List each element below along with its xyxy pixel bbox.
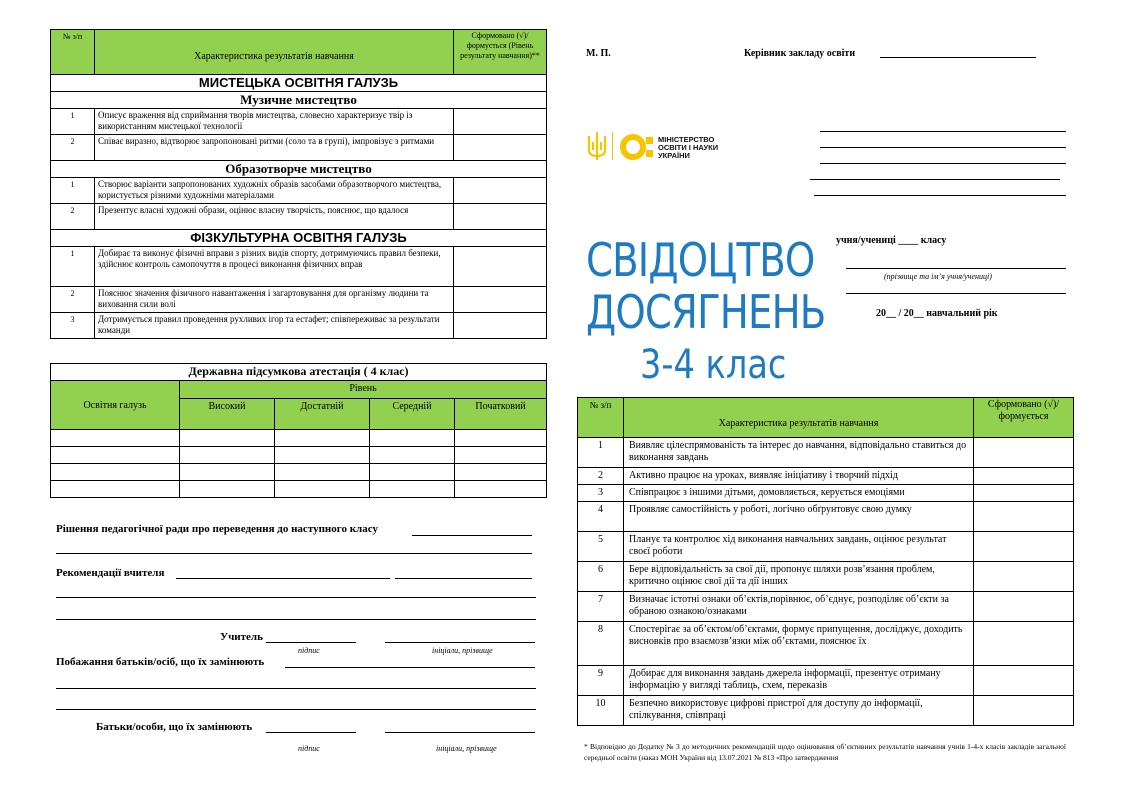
pupil-name-caption: (прізвище та ім’я учня/учениці) <box>884 272 992 281</box>
director-label: Керівник закладу освіти <box>744 48 856 59</box>
table-row <box>51 447 547 464</box>
mark-cell[interactable] <box>454 204 547 230</box>
level-sufficient: Достатній <box>275 399 370 430</box>
mark-cell[interactable] <box>974 562 1074 592</box>
col-header-number: № з/п <box>578 398 624 438</box>
area-col-header: Освітня галузь <box>51 381 180 430</box>
table-row: 2 Активно працює на уроках, виявляє ініціативу і творчий підхід <box>578 468 1074 485</box>
table-row <box>51 464 547 481</box>
grade-title: 3-4 клас <box>640 342 787 388</box>
mark-cell[interactable] <box>974 532 1074 562</box>
initials-caption: ініціали, прізвище <box>432 646 493 655</box>
art-area-heading: МИСТЕЦЬКА ОСВІТНЯ ГАЛУЗЬ <box>51 75 547 92</box>
parents-wishes-label: Побажання батьків/осіб, що їх замінюють <box>56 656 265 668</box>
results-table-left <box>50 29 547 339</box>
table-row: 1 Створює варіанти запропонованих художніх образів засобами образотворчого мистецтва, користується різними художніми матеріалами <box>51 178 547 204</box>
mark-cell[interactable] <box>454 109 547 135</box>
results-table-right <box>577 397 1074 726</box>
table-row: 5 Планує та контролює хід виконання навчальних завдань, оцінює результат своєї роботи <box>578 532 1074 562</box>
parents-signature-line[interactable] <box>266 732 356 733</box>
table-row: 10 Безпечно використовує цифрові пристрої для доступу до інформації, спілкування, співпраці <box>578 696 1074 726</box>
certificate-title-line2: ДОСЯГНЕНЬ <box>586 285 826 339</box>
col-header-characteristic: Характеристика результатів навчання <box>95 30 454 75</box>
col-header-formed: Сформовано (√)/ формується (Рівень результату навчання)** <box>454 30 547 75</box>
stamp-label: М. П. <box>586 48 611 59</box>
table-row: 9 Добирає для виконання завдань джерела інформації, презентує отриману інформацію у вигляді таблиць, схем, переказів <box>578 666 1074 696</box>
pupil-name-line[interactable] <box>846 268 1066 269</box>
mark-cell[interactable] <box>974 696 1074 726</box>
table-row: 2 Презентує власні художні образи, оцінює власну творчість, пояснює, що вдалося <box>51 204 547 230</box>
mark-cell[interactable] <box>974 438 1074 468</box>
attestation-title: Державна підсумкова атестація ( 4 клас) <box>51 364 547 381</box>
council-decision-label: Рішення педагогічної ради про переведення до наступного класу <box>56 523 378 535</box>
mark-cell[interactable] <box>974 468 1074 485</box>
level-header: Рівень <box>180 381 547 399</box>
pe-area-heading: ФІЗКУЛЬТУРНА ОСВІТНЯ ГАЛУЗЬ <box>51 230 547 247</box>
parents-wishes-line[interactable] <box>285 667 535 668</box>
table-row: 3 Дотримується правил проведення рухливих ігор та естафет; співпереживає за результати команди <box>51 313 547 339</box>
table-row <box>51 430 547 447</box>
teacher-name-line[interactable] <box>385 642 535 643</box>
table-row: 7 Визначає істотні ознаки об’єктів,порівнює, об’єднує, розподіляє об’єкти за обраною ознакою/ознаками <box>578 592 1074 622</box>
mark-cell[interactable] <box>974 485 1074 502</box>
table-row: 2 Пояснює значення фізичного навантаження і загартовування для організму людини та виховання сили волі <box>51 287 547 313</box>
mark-cell[interactable] <box>974 666 1074 696</box>
table-row: 1 Виявляє цілеспрямованість та інтерес до навчання, відповідально ставиться до виконання завдань <box>578 438 1074 468</box>
ministry-name-line1: МІНІСТЕРСТВО <box>658 135 715 144</box>
recommendations-line[interactable] <box>176 578 390 579</box>
mark-cell[interactable] <box>454 247 547 287</box>
signature-caption: підпис <box>298 646 320 655</box>
table-row: 1 Добирає та виконує фізичні вправи з різних видів спорту, дотримуючись правил безпеки, здійснює контроль самопочуття в процесі виконання фізичних вправ <box>51 247 547 287</box>
footnote: * Відповідно до Додатку № 3 до методичних рекомендацій щодо оцінювання об’єктивних результатів навчання учнів 1-4-х класів закладів загальної середньої освіти (наказ МОН України від 13.07.2021 № 813 «Про затвердження <box>584 742 1066 762</box>
mark-cell[interactable] <box>974 592 1074 622</box>
table-row: 8 Спостерігає за об’єктом/об’єктами, формує припущення, досліджує, доходить висновків про взаємозв’язки між об’єктами, пояснює їх <box>578 622 1074 666</box>
level-medium: Середній <box>370 399 455 430</box>
teacher-signature-line[interactable] <box>266 642 356 643</box>
mark-cell[interactable] <box>974 622 1074 666</box>
mark-cell[interactable] <box>454 287 547 313</box>
trident-icon <box>586 130 608 162</box>
mark-cell[interactable] <box>454 313 547 339</box>
initials-caption: ініціали, прізвище <box>436 744 497 753</box>
table-row <box>51 481 547 498</box>
council-decision-line[interactable] <box>412 535 532 536</box>
ministry-name-line2: ОСВІТИ І НАУКИ <box>658 143 719 152</box>
parents-name-line[interactable] <box>385 732 535 733</box>
level-high: Високий <box>180 399 275 430</box>
school-year-label: 20__ / 20__ навчальний рік <box>876 308 998 319</box>
parents-label: Батьки/особи, що їх замінюють <box>96 721 253 733</box>
director-signature-line[interactable] <box>880 57 1036 58</box>
mon-logo-icon <box>620 132 654 162</box>
recommendations-label: Рекомендації вчителя <box>56 567 165 579</box>
table-row: 4 Проявляє самостійність у роботі, логічно обґрунтовує свою думку <box>578 502 1074 532</box>
visual-art-heading: Образотворче мистецтво <box>51 161 547 178</box>
table-row: 1 Описує враження від сприймання творів мистецтва, словесно характеризує твір із використанням мистецької технології <box>51 109 547 135</box>
pupil-class-label: учня/учениці ____ класу <box>836 235 947 246</box>
ministry-logo <box>586 130 756 164</box>
level-initial: Початковий <box>455 399 547 430</box>
table-row: 6 Бере відповідальність за свої дії, пропонує шляхи розв’язання проблем, критично оцінює свої дії та дії інших <box>578 562 1074 592</box>
table-row: 3 Співпрацює з іншими дітьми, домовляється, керується емоціями <box>578 485 1074 502</box>
table-row: 2 Співає виразно, відтворює запропоновані ритми (соло та в групі), імпровізує з ритмами <box>51 135 547 161</box>
attestation-table <box>50 363 547 498</box>
music-heading: Музичне мистецтво <box>51 92 547 109</box>
mark-cell[interactable] <box>454 135 547 161</box>
col-header-characteristic: Характеристика результатів навчання <box>624 398 974 438</box>
mark-cell[interactable] <box>974 502 1074 532</box>
col-header-number: № з/п <box>51 30 95 75</box>
ministry-name-line3: УКРАЇНИ <box>658 151 690 160</box>
col-header-formed: Сформовано (√)/ формується <box>974 398 1074 438</box>
mark-cell[interactable] <box>454 178 547 204</box>
teacher-label: Учитель <box>220 631 263 643</box>
signature-caption: підпис <box>298 744 320 753</box>
certificate-title-line1: СВІДОЦТВО <box>586 233 815 287</box>
